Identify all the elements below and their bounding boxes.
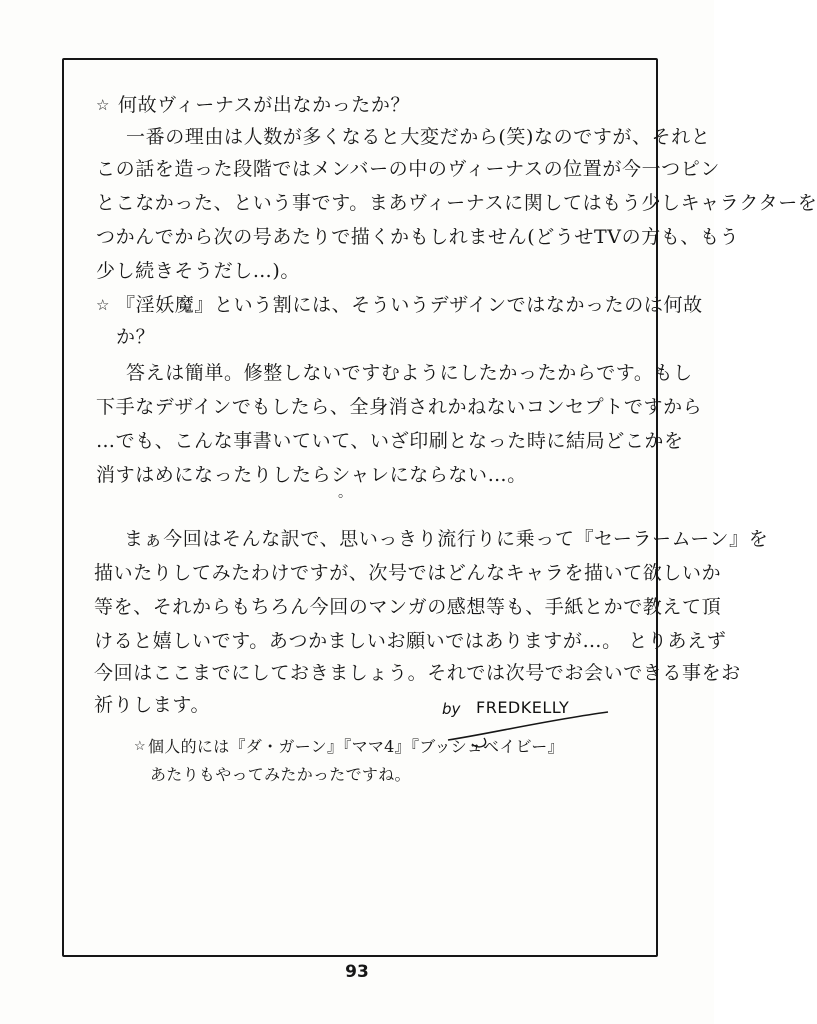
closing-line: 今回はここまでにしておきましょう。それでは次号でお会いできる事をお [94,662,741,684]
page-number: 93 [345,962,369,982]
star-bullet-q2: ☆ [96,296,110,314]
answer-2-line: 下手なデザインでもしたら、全身消されかねないコンセプトですから [96,396,703,418]
answer-1-line: つかんでから次の号あたりで描くかもしれません(どうせTVの方も、もう [96,226,740,248]
signature-name: FREDKELLY [476,698,570,717]
star-bullet-postscript: ☆ [134,739,146,754]
postscript-line: 個人的には『ダ・ガーン』『ママ4』『ブッシュベイビー』 [148,737,564,756]
star-bullet-q1: ☆ [96,96,110,114]
closing-line: 祈りします。 [94,694,211,716]
answer-2-line: 消すはめになったりしたらシャレにならない…。 [96,464,527,486]
answer-2-line: 答えは簡単。修整しないですむようにしたかったからです。もし [126,362,693,384]
closing-line: 等を、それからもちろん今回のマンガの感想等も、手紙とかで教えて頂 [94,596,722,618]
answer-1-line: 少し続きそうだし…)。 [96,260,301,282]
closing-line: 描いたりしてみたわけですが、次号ではどんなキャラを描いて欲しいか [94,562,722,584]
answer-1-line: この話を造った段階ではメンバーの中のヴィーナスの位置が今一つピン [96,158,720,180]
question-2-line: か？ [116,326,156,348]
answer-2-line: …でも、こんな事書いていて、いざ印刷となった時に結局どこかを [96,430,684,452]
question-1: 何故ヴィーナスが出なかったか？ [118,94,411,116]
closing-line: けると嬉しいです。あつかましいお願いではありますが…。 とりあえず [94,630,727,652]
closing-line: まぁ今回はそんな訳で、思いっきり流行りに乗って『セーラームーン』を [124,528,769,550]
postscript-line: あたりもやってみたかったですね。 [150,765,411,784]
question-2-line: 『淫妖魔』という割には、そういうデザインではなかったのは何故 [116,294,703,316]
answer-1-line: とこなかった、という事です。まあヴィーナスに関してはもう少しキャラクターを [96,192,817,214]
answer-1-line: 一番の理由は人数が多くなると大変だから(笑)なのですが、それと [126,126,711,148]
section-separator: 。 [338,485,353,501]
signature-by: by [442,700,461,718]
